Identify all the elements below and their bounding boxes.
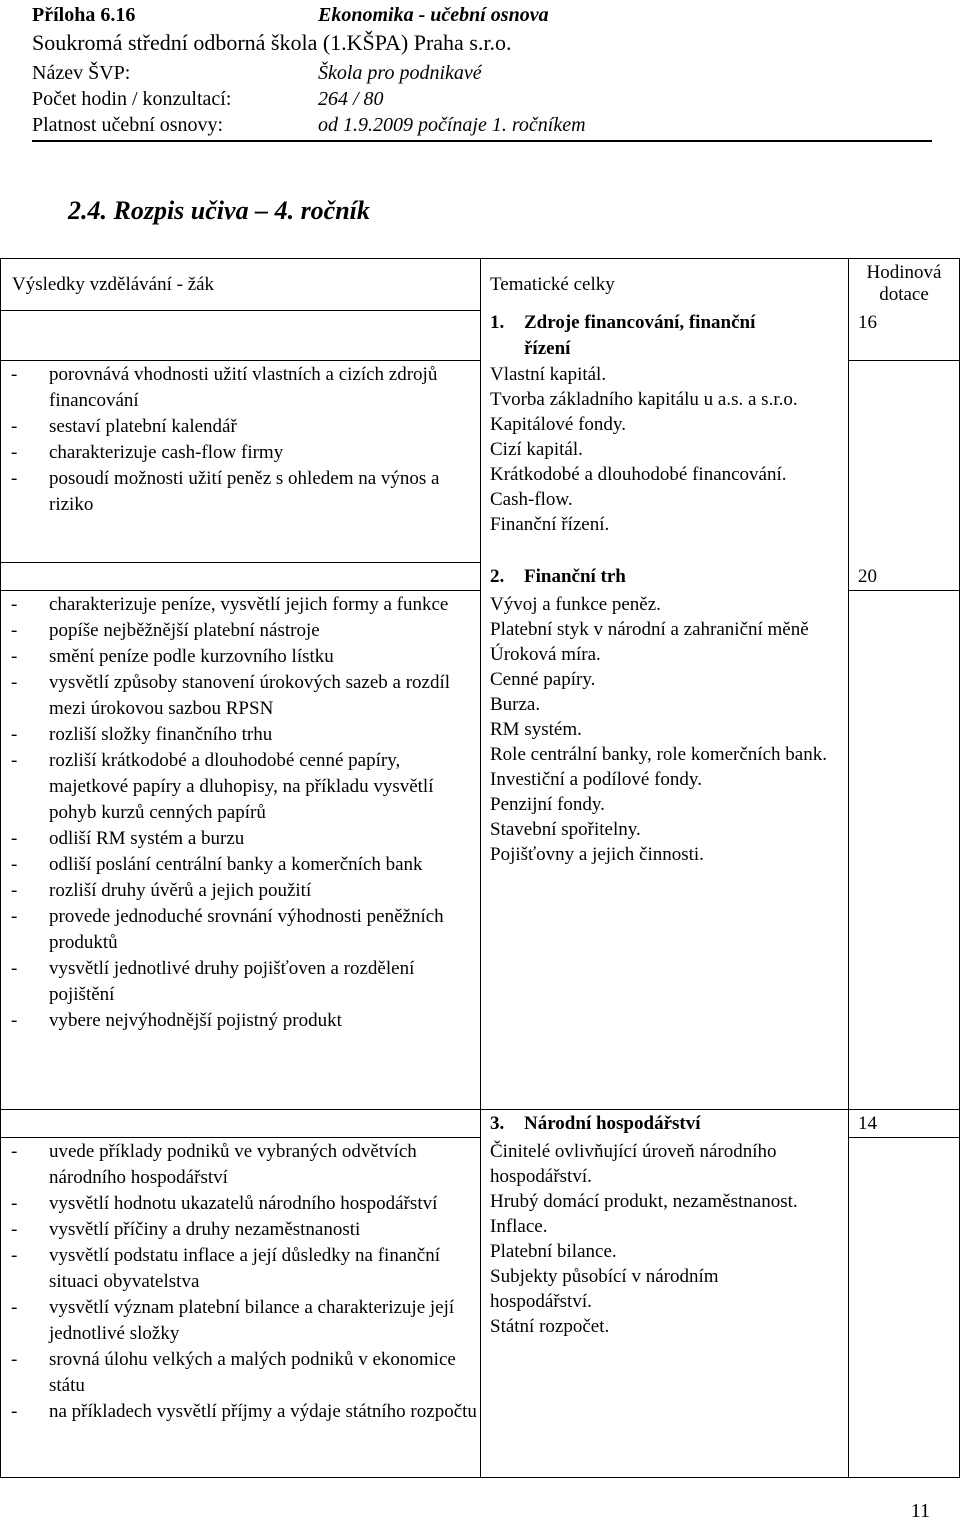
topic-heading-1 — [490, 310, 755, 362]
topics-list-2 — [490, 592, 840, 867]
list-item: - charakterizuje peníze, vysvětlí jejich formy a funkce — [0, 592, 480, 618]
list-item: Finanční řízení. — [490, 514, 610, 535]
column-divider — [848, 258, 849, 1478]
hours-value-3: 14 — [858, 1113, 877, 1134]
list-item: - vysvětlí jednotlivé druhy pojišťoven a rozdělení pojištění — [0, 956, 480, 1008]
list-item: Vývoj a funkce peněz. — [490, 594, 661, 615]
hours-label: Počet hodin / konzultací: — [32, 88, 232, 110]
page-number: 11 — [910, 1500, 930, 1522]
list-item: - vysvětlí význam platební bilance a charakterizuje její jednotlivé složky — [0, 1295, 480, 1347]
list-item: Krátkodobé a dlouhodobé financování. — [490, 464, 787, 485]
hours-value-2: 20 — [858, 566, 877, 587]
list-item: - vysvětlí podstatu inflace a její důsledky na finanční situaci obyvatelstva — [0, 1243, 480, 1295]
list-item: - rozliší druhy úvěrů a jejich použití — [0, 878, 480, 904]
list-item: - rozliší složky finančního trhu — [0, 722, 480, 748]
validity-value: od 1.9.2009 počínaje 1. ročníkem — [318, 114, 586, 136]
list-item: Platební styk v národní a zahraniční měně — [490, 619, 809, 640]
list-item: Penzijní fondy. — [490, 794, 605, 815]
topics-list-1 — [490, 362, 820, 537]
topic-number: 2. — [490, 566, 505, 587]
hours-value-1: 16 — [858, 312, 877, 333]
list-item: Činitelé ovlivňující úroveň národního hospodářství. — [490, 1141, 777, 1187]
list-item: - uvede příklady podniků ve vybraných odvětvích národního hospodářství — [0, 1139, 480, 1191]
list-item: - provede jednoduché srovnání výhodnosti peněžních produktů — [0, 904, 480, 956]
list-item: Úroková míra. — [490, 644, 601, 665]
school-name: Soukromá střední odborná škola (1.KŠPA) Praha s.r.o. — [32, 30, 512, 55]
list-item: - vysvětlí způsoby stanovení úrokových sazeb a rozdíl mezi úrokovou sazbou RPSN — [0, 670, 480, 722]
row-divider — [0, 590, 480, 591]
list-item: - odliší RM systém a burzu — [0, 826, 480, 852]
hours-header-line-2: dotace — [879, 284, 929, 305]
row-divider — [848, 1137, 960, 1138]
list-item: RM systém. — [490, 719, 582, 740]
header-bottom-border — [0, 310, 480, 311]
list-item: Stavební spořitelny. — [490, 819, 641, 840]
topic-heading-3 — [490, 1111, 701, 1137]
list-item: Státní rozpočet. — [490, 1316, 610, 1337]
column-header-outcomes: Výsledky vzdělávání - žák — [12, 274, 215, 295]
list-item: Platební bilance. — [490, 1241, 617, 1262]
svp-label: Název ŠVP: — [32, 62, 131, 84]
subject-title: Ekonomika - učební osnova — [318, 4, 549, 26]
hours-value: 264 / 80 — [318, 88, 384, 110]
appendix-label: Příloha 6.16 — [32, 4, 136, 26]
list-item: - vysvětlí příčiny a druhy nezaměstnanosti — [0, 1217, 480, 1243]
list-item: Cizí kapitál. — [490, 439, 583, 460]
list-item: - vysvětlí hodnotu ukazatelů národního hospodářství — [0, 1191, 480, 1217]
list-item: - odliší poslání centrální banky a komerčních bank — [0, 852, 480, 878]
section-title: 2.4. Rozpis učiva – 4. ročník — [68, 196, 370, 225]
validity-label: Platnost učební osnovy: — [32, 114, 224, 136]
topics-list-3 — [490, 1139, 820, 1339]
list-item: - směnί peníze podle kurzovního lístku — [0, 644, 480, 670]
list-item: Hrubý domácí produkt, nezaměstnanost. — [490, 1191, 798, 1212]
list-item: - na příkladech vysvětlí příjmy a výdaje státního rozpočtu — [0, 1399, 480, 1425]
column-header-hours — [852, 262, 956, 306]
svp-value: Škola pro podnikavé — [318, 62, 482, 84]
topic-title: Finanční trh — [524, 566, 626, 587]
list-item: Kapitálové fondy. — [490, 414, 626, 435]
list-item: - sestaví platební kalendář — [0, 414, 480, 440]
list-item: - rozliší krátkodobé a dlouhodobé cenné papíry, majetkové papíry a dluhopisy, na příkladu vysvětlí pohyb kurzů cenných papírů — [0, 748, 480, 826]
topic-number: 1. — [490, 312, 505, 333]
outcomes-list-1 — [0, 362, 480, 518]
list-item: - charakterizuje cash-flow firmy — [0, 440, 480, 466]
list-item: - porovnává vhodnosti užití vlastních a cizích zdrojů financování — [0, 362, 480, 414]
list-item: Vlastní kapitál. — [490, 364, 607, 385]
list-item: - vybere nejvýhodnější pojistný produkt — [0, 1008, 480, 1034]
list-item: - posoudí možnosti užití peněz s ohledem na výnos a riziko — [0, 466, 480, 518]
list-item: Cash-flow. — [490, 489, 573, 510]
column-divider — [480, 258, 481, 1478]
topic-number: 3. — [490, 1113, 505, 1134]
list-item: Burza. — [490, 694, 541, 715]
list-item: Inflace. — [490, 1216, 548, 1237]
row-divider — [0, 360, 480, 361]
row-divider — [848, 590, 960, 591]
row-divider — [0, 562, 480, 563]
topic-title: Zdroje financování, finanční — [524, 312, 756, 333]
outcomes-list-3 — [0, 1139, 480, 1425]
list-item: Subjekty působící v národním hospodářství. — [490, 1266, 719, 1312]
topic-title: Národní hospodářství — [524, 1113, 701, 1134]
list-item: Tvorba základního kapitálu u a.s. a s.r.o. — [490, 389, 798, 410]
row-divider — [848, 360, 960, 361]
list-item: Pojišťovny a jejich činnosti. — [490, 844, 704, 865]
topic-title-cont: řízení — [524, 338, 571, 359]
topic-heading-2 — [490, 564, 626, 590]
row-divider — [0, 1137, 480, 1138]
outcomes-list-2 — [0, 592, 480, 1034]
column-header-topics: Tematické celky — [490, 274, 615, 295]
header-rule — [32, 140, 932, 142]
list-item: - popíše nejběžnější platební nástroje — [0, 618, 480, 644]
list-item: Role centrální banky, role komerčních bank. — [490, 744, 827, 765]
hours-header-line-1: Hodinová — [866, 262, 942, 283]
list-item: Investiční a podílové fondy. — [490, 769, 702, 790]
list-item: Cenné papíry. — [490, 669, 596, 690]
list-item: - srovná úlohu velkých a malých podniků v ekonomice státu — [0, 1347, 480, 1399]
